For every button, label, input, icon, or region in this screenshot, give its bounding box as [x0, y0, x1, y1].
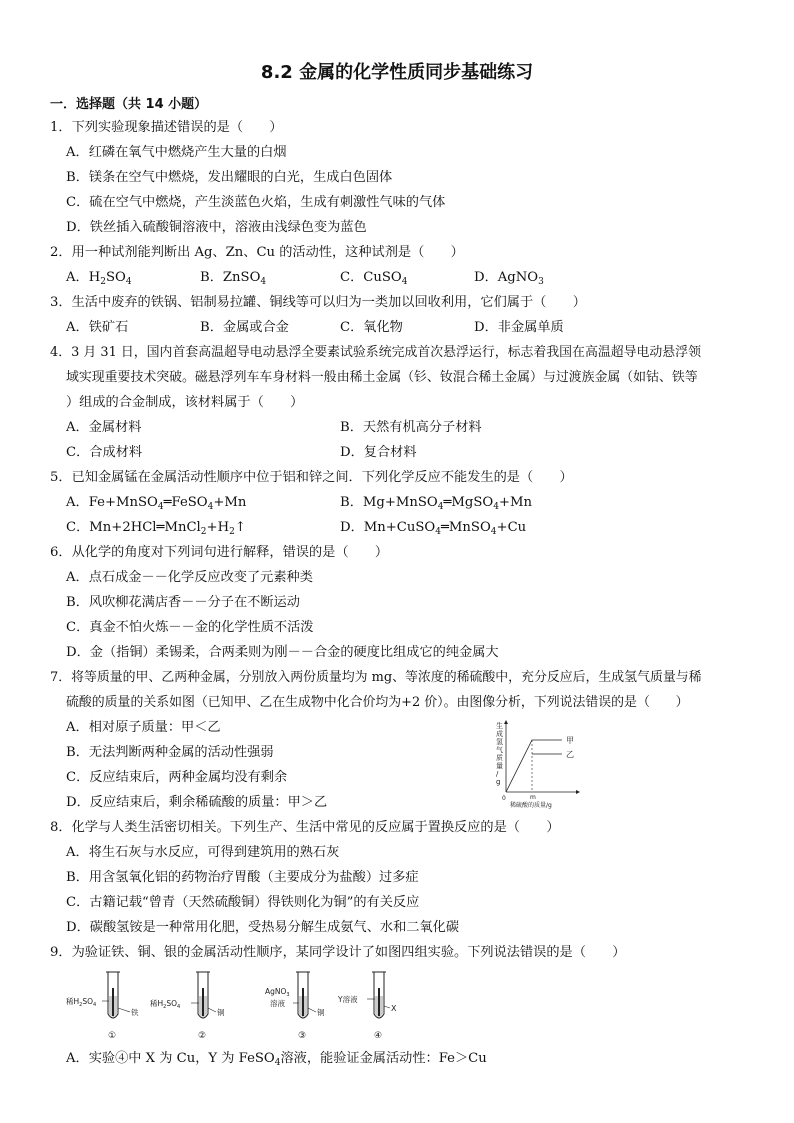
q3-stem: 3．生活中废弃的铁锅、铝制易拉罐、铜线等可以归为一类加以回收利用，它们属于（ ）	[50, 295, 586, 310]
q1-option-c: C．硫在空气中燃烧，产生淡蓝色火焰，生成有刺激性气味的气体	[66, 195, 446, 210]
series-label-b: 乙	[566, 750, 574, 759]
q4-stem-line2: 域实现重要技术突破。磁悬浮列车车身材料一般由稀土金属（钐、钕混合稀土金属）与过渡族金属（如钴、铁等	[66, 370, 698, 385]
tube3-metal-label: 铜	[317, 1008, 325, 1017]
y-axis-arrow	[504, 720, 508, 724]
q2-option-b: B．ZnSO$_4$	[200, 270, 267, 287]
q9-experiment-diagram	[62, 966, 422, 1044]
q2-stem: 2．用一种试剂能判断出 Ag、Zn、Cu 的活动性，这种试剂是（ ）	[50, 245, 464, 260]
q5-stem: 5．已知金属锰在金属活动性顺序中位于铝和锌之间．下列化学反应不能发生的是（ ）	[50, 470, 573, 485]
tube1-metal-label: 铁	[131, 1008, 139, 1017]
q8-option-a: A．将生石灰与水反应，可得到建筑用的熟石灰	[66, 845, 340, 860]
y-axis-label	[496, 721, 503, 786]
q4-option-d: D．复合材料	[340, 445, 417, 460]
q9-stem: 9．为验证铁、铜、银的金属活动性顺序，某同学设计了如图四组实验。下列说法错误的是（ ）	[50, 945, 626, 960]
tube4-metal-label: X	[391, 1004, 397, 1013]
test-tube-1	[106, 972, 130, 1018]
q6-option-b: B．风吹柳花满店香－－分子在不断运动	[66, 595, 300, 610]
q7-stem-line2: 硫酸的质量的关系如图（已知甲、乙在生成物中化合价均为+2 价）。由图像分析，下列说法错误的是（ ）	[66, 695, 689, 710]
section-heading: 一．选择题（共 14 小题）	[50, 97, 208, 112]
q6-option-c: C．真金不怕火炼－－金的化学性质不活泼	[66, 620, 314, 635]
q2-option-d: D．AgNO$_3$	[474, 270, 544, 287]
q6-stem: 6．从化学的角度对下列词句进行解释，错误的是（ ）	[50, 545, 389, 560]
q3-option-d: D．非金属单质	[474, 320, 564, 335]
q4-stem-line1: 4．3 月 31 日，国内首套高温超导电动悬浮全要素试验系统完成首次悬浮运行，标志着我国在高温超导电动悬浮领	[50, 345, 701, 360]
q7-option-c: C．反应结束后，两种金属均没有剩余	[66, 770, 288, 785]
q8-option-d: D．碳酸氢铵是一种常用化肥，受热易分解生成氨气、水和二氧化碳	[66, 920, 460, 935]
q3-option-b: B．金属或合金	[200, 320, 289, 335]
series-label-a: 甲	[566, 736, 574, 745]
q5-option-b: B．Mg+MnSO$_4$═MgSO$_4$+Mn	[340, 495, 532, 512]
tube2-number: ②	[198, 1031, 207, 1041]
q4-option-c: C．合成材料	[66, 445, 143, 460]
q2-option-c: C．CuSO$_4$	[340, 270, 408, 287]
q7-option-d: D．反应结束后，剩余稀硫酸的质量：甲＞乙	[66, 795, 328, 810]
page-title: 8.2 金属的化学性质同步基础练习	[260, 62, 534, 83]
q9-option-a: A．实验④中 X 为 Cu，Y 为 FeSO$_4$溶液，能验证金属活动性：Fe＞Cu	[66, 1051, 487, 1068]
tube3-solution-label-line1: AgNO$_3$	[265, 987, 290, 998]
x-axis-arrow	[576, 790, 580, 794]
test-tube-4	[372, 972, 390, 1018]
q3-option-a: A．铁矿石	[66, 320, 129, 335]
m-tick-label: m	[530, 794, 536, 801]
q2-option-a: A．$H_2SO_4$	[66, 270, 132, 287]
tube2-metal-label: 铜	[217, 1008, 225, 1017]
q6-option-d: D．金（指铜）柔锡柔，合两柔则为刚－－合金的硬度比组成它的纯金属大	[66, 645, 499, 660]
q7-option-a: A．相对原子质量：甲＜乙	[66, 720, 221, 735]
q3-option-c: C．氧化物	[340, 320, 403, 335]
q8-stem: 8．化学与人类生活密切相关。下列生产、生活中常见的反应属于置换反应的是（ ）	[50, 820, 560, 835]
q7-stem-line1: 7．将等质量的甲、乙两种金属，分别放入两份质量均为 mg、等浓度的稀硫酸中，充分反应后，生成氢气质量与稀	[50, 670, 702, 685]
q8-option-b: B．用含氢氧化铝的药物治疗胃酸（主要成分为盐酸）过多症	[66, 870, 419, 885]
tube1-solution-label: 稀$H_2SO_4$	[66, 997, 97, 1008]
q4-option-b: B．天然有机高分子材料	[340, 420, 482, 435]
q1-option-a: A．红磷在氧气中燃烧产生大量的白烟	[66, 145, 287, 160]
q5-option-d: D．Mn+CuSO$_4$═MnSO$_4$+Cu	[340, 520, 527, 537]
q1-option-b: B．镁条在空气中燃烧，发出耀眼的白光，生成白色固体	[66, 170, 393, 185]
tube4-solution-label: Y溶液	[338, 995, 358, 1004]
test-tube-3	[296, 972, 316, 1018]
y-axis-label-text: 生成氢气质量/ g	[496, 722, 503, 786]
origin-label: 0	[502, 795, 506, 802]
q7-hydrogen-graph	[490, 718, 590, 810]
q4-stem-line3: ）组成的合金制成，该材料属于（ ）	[66, 395, 304, 410]
tube1-number: ①	[108, 1031, 117, 1041]
q5-option-a: A．Fe+MnSO$_4$═FeSO$_4$+Mn	[66, 495, 247, 512]
q7-option-b: B．无法判断两种金属的活动性强弱	[66, 745, 274, 760]
series-line-a	[506, 740, 562, 792]
q5-option-c: C．$Mn+2HCl═MnCl_2+H_2↑$	[66, 520, 246, 537]
test-tube-2	[196, 972, 216, 1018]
tube3-number: ③	[298, 1031, 307, 1041]
tube2-solution-label: 稀$H_2SO_4$	[150, 999, 181, 1010]
q1-stem: 1．下列实验现象描述错误的是（ ）	[50, 120, 283, 135]
x-axis-label: 稀硫酸的质量/g	[510, 802, 552, 809]
tube4-number: ④	[374, 1031, 383, 1041]
q6-option-a: A．点石成金－－化学反应改变了元素种类	[66, 570, 313, 585]
q1-option-d: D．铁丝插入硫酸铜溶液中，溶液由浅绿色变为蓝色	[66, 220, 367, 235]
q8-option-c: C．古籍记载“曾青（天然硫酸铜）得铁则化为铜”的有关反应	[66, 895, 420, 910]
tube3-solution-label-line2: 溶液	[270, 999, 285, 1008]
q4-option-a: A．金属材料	[66, 420, 142, 435]
